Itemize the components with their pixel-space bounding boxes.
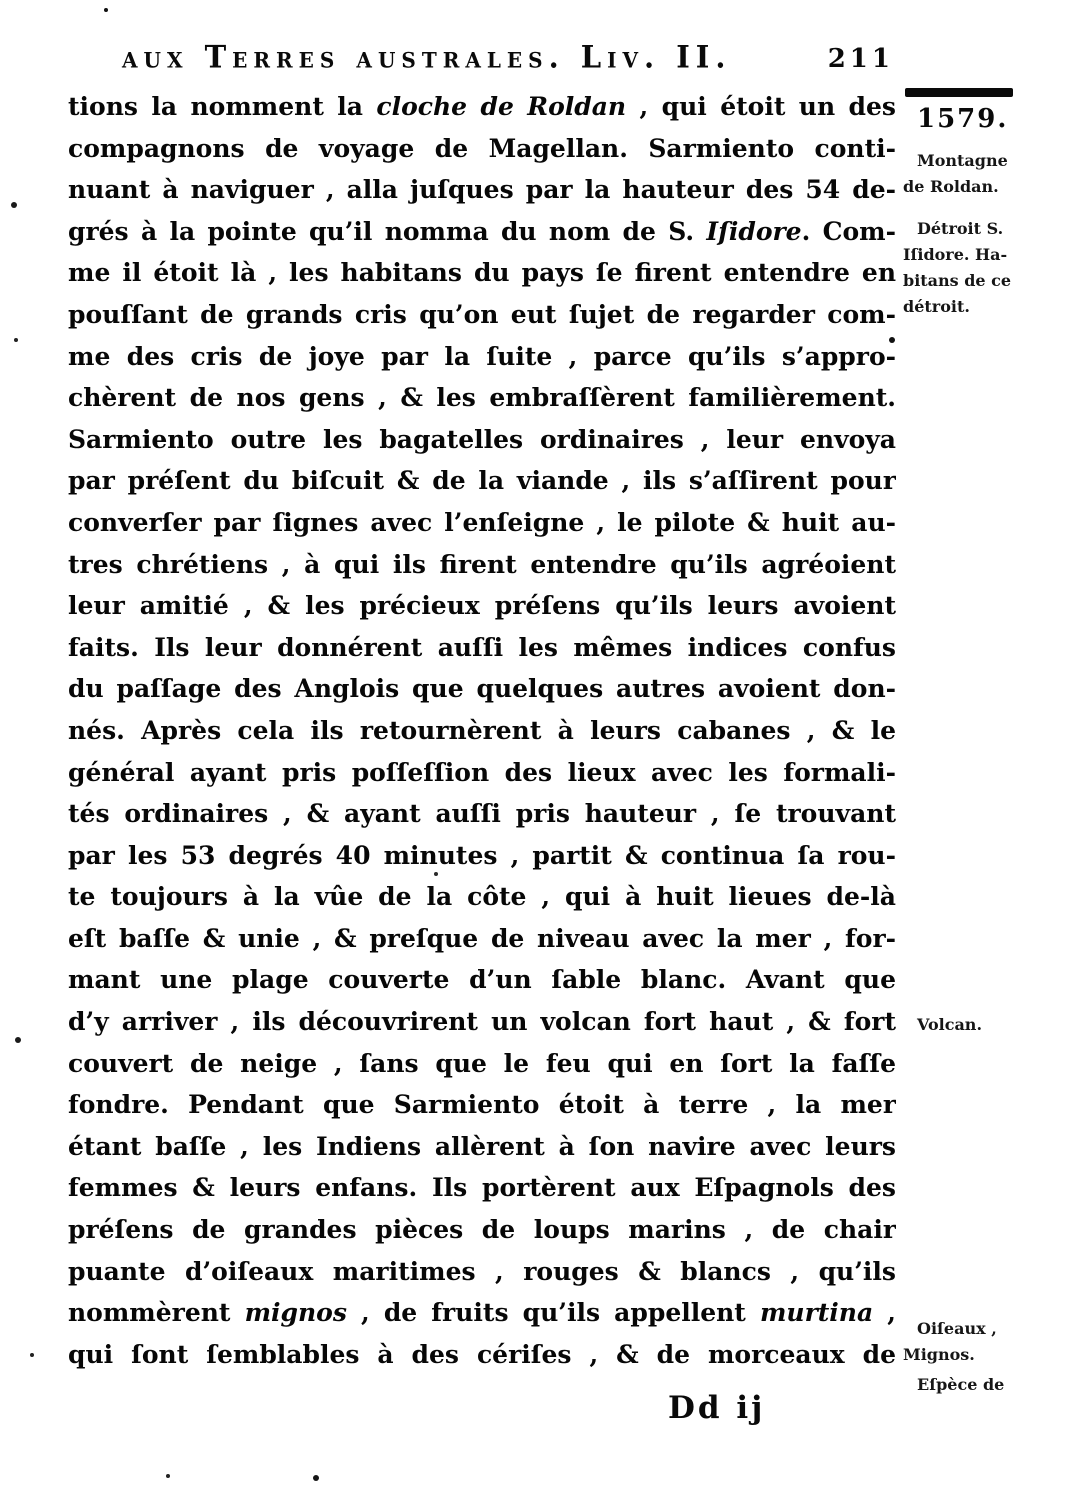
text-line: leur amitié , & les précieux préſens qu’ils leurs avoient [68,591,896,621]
text-line: faits. Ils leur donnérent auſſi les mêmes indices confus [68,632,896,662]
page-number: 211 [827,44,894,74]
scan-speck [104,8,108,12]
margin-year: 1579. [917,104,1009,134]
text-line: par préſent du biſcuit & de la viande , ils s’aſſirent pour [68,466,896,496]
text-line: étant baſſe , les Indiens allèrent à ſon navire avec leurs [68,1131,896,1161]
text-line: fondre. Pendant que Sarmiento étoit à terre , la mer [68,1090,896,1120]
text-line: qui ſont ſemblables à des cériſes , & de morceaux de [68,1339,896,1369]
text-line: me des cris de joye par la ſuite , parce qu’ils s’appro- [68,341,896,371]
margin-column [903,0,1077,1500]
text-line: me il étoit là , les habitans du pays ſe firent entendre en [68,258,896,288]
text-line: nés. Après cela ils retournèrent à leurs cabanes , & le [68,715,896,745]
text-line: puante d’oiſeaux maritimes , rouges & blancs , qu’ils [68,1256,896,1286]
margin-note: Montagne de Roldan. [903,151,1008,196]
text-line: couvert de neige , ſans que le feu qui en ſort la faſſe [68,1048,896,1078]
text-line: femmes & leurs enfans. Ils portèrent aux Eſpagnols des [68,1173,896,1203]
signature-mark: Dd ij [668,1390,766,1426]
margin-note: Oiſeaux , Mignos. [903,1319,997,1364]
text-line: chèrent de nos gens , & les embraſſèrent familièrement. [68,383,896,413]
text-line: compagnons de voyage de Magellan. Sarmiento conti- [68,133,896,163]
text-line: grés à la pointe qu’il nomma du nom de S. Iſidore. Com- [68,216,896,246]
text-line: nommèrent mignos , de fruits qu’ils appellent murtina , [68,1298,896,1328]
text-line: eſt baſſe & unie , & preſque de niveau avec la mer , for- [68,923,896,953]
margin-note: Eſpèce de [917,1375,1005,1394]
text-line: d’y arriver , ils découvrirent un volcan fort haut , & fort [68,1007,896,1037]
text-line: général ayant pris poſſeſſion des lieux avec les formali- [68,757,896,787]
running-title: aux Terres australes. Liv. II. [122,39,732,75]
text-line: mant une plage couverte d’un ſable blanc. Avant que [68,965,896,995]
text-line: par les 53 degrés 40 minutes , partit & continua ſa rou- [68,840,896,870]
margin-rule [905,88,1013,97]
text-line: du paſſage des Anglois que quelques autres avoient don- [68,674,896,704]
text-line: Sarmiento outre les bagatelles ordinaires , leur envoya [68,424,896,454]
text-line: nuant à naviguer , alla juſques par la hauteur des 54 de- [68,175,896,205]
text-line: pouſſant de grands cris qu’on eut ſujet de regarder com- [68,299,896,329]
text-line: converſer par ſignes avec l’enſeigne , le pilote & huit au- [68,507,896,537]
text-line: préſens de grandes pièces de loups marins , de chair [68,1215,896,1245]
margin-note: Volcan. [917,1015,983,1034]
running-header [122,40,894,74]
margin-note: Détroit S. Iſidore. Ha- bitans de ce détroit. [903,219,1012,316]
text-line: te toujours à la vûe de la côte , qui à huit lieues de-là [68,882,896,912]
body-text [68,86,896,1375]
text-line: tres chrétiens , à qui ils firent entendre qu’ils agréoient [68,549,896,579]
text-line: tions la nomment la cloche de Roldan , qui étoit un des [68,92,896,121]
text-line: tés ordinaires , & ayant auſſi pris hauteur , ſe trouvant [68,799,896,829]
